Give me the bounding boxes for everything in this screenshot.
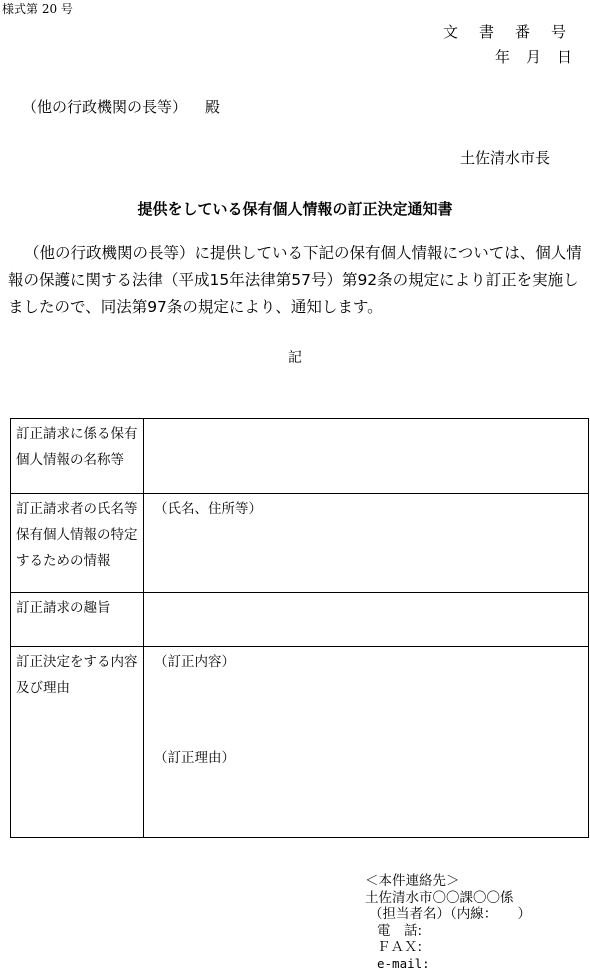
document-number-label: 文書番号: [443, 21, 587, 42]
row-value: [144, 647, 589, 838]
body-paragraph: （他の行政機関の長等）に提供している下記の保有個人情報については、個人情報の保護に関する法律（平成15年法律第57号）第92条の規定により訂正を実施しましたので、同法第97条の規定により、通知します。: [8, 240, 585, 321]
row-label: 訂正請求の趣旨: [11, 593, 144, 647]
row-label: 訂正決定をする内容及び理由: [11, 647, 144, 838]
row-label: 訂正請求者の氏名等保有個人情報の特定するための情報: [11, 494, 144, 593]
date-label: 年月日: [495, 46, 588, 67]
row-value: [144, 593, 589, 647]
document-title: 提供をしている保有個人情報の訂正決定通知書: [0, 198, 590, 219]
row-label: 訂正請求に係る保有個人情報の名称等: [11, 419, 144, 494]
correction-content-label: （訂正内容）: [154, 654, 235, 670]
row-value: （氏名、住所等）: [144, 494, 589, 593]
contact-person: （担当者名）（内線： ）: [365, 906, 531, 923]
contact-tel: 電 話:: [365, 923, 531, 940]
table-row: [11, 494, 589, 593]
form-number: 様式第 20 号: [2, 0, 73, 17]
contact-email: e-mail:: [365, 956, 531, 972]
contact-department: 土佐清水市〇〇課〇〇係: [365, 890, 531, 907]
addressee-name: （他の行政機関の長等）: [22, 98, 187, 116]
contact-block: [365, 873, 531, 972]
details-table: [10, 418, 589, 838]
table-row: [11, 647, 589, 838]
contact-fax: ＦＡＸ:: [365, 939, 531, 956]
table-row: [11, 419, 589, 494]
sender: 土佐清水市長: [460, 147, 550, 168]
row-value: [144, 419, 589, 494]
correction-reason-label: （訂正理由）: [154, 745, 583, 771]
addressee: [22, 96, 220, 117]
table-row: [11, 593, 589, 647]
ki-marker: 記: [0, 347, 590, 367]
contact-heading: ＜本件連絡先＞: [365, 873, 531, 890]
addressee-honorific: 殿: [205, 98, 220, 116]
